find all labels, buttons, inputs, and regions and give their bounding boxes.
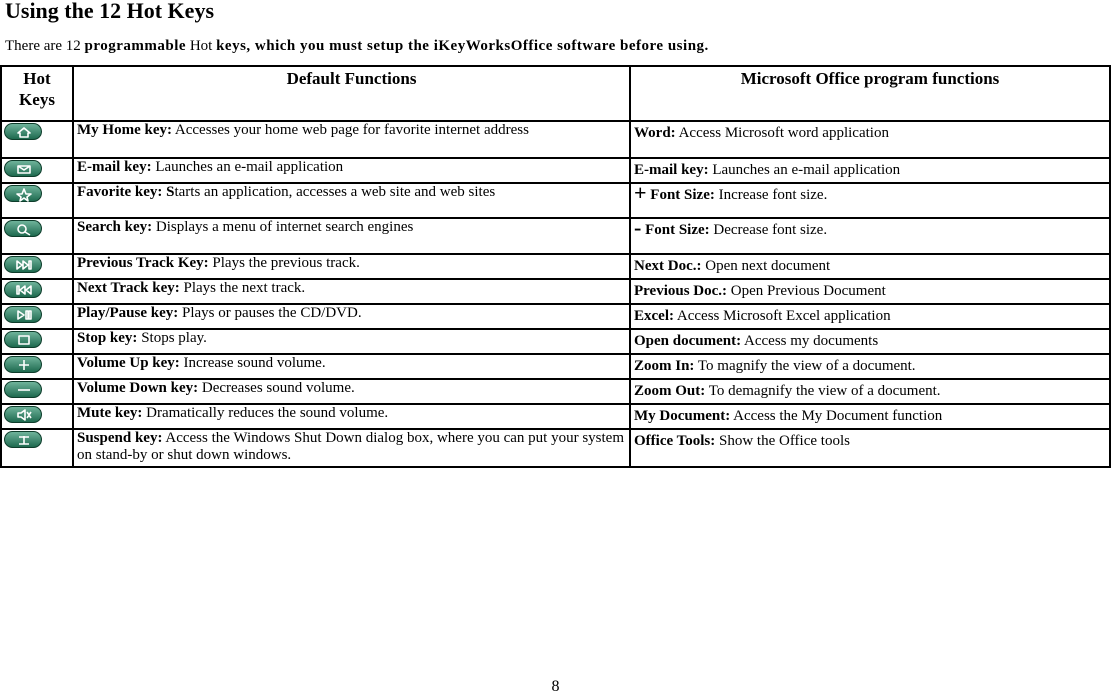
office-key-description: Open next document <box>701 258 831 274</box>
table-row <box>1 379 1110 404</box>
office-function-cell <box>630 404 1110 429</box>
header-office-functions: Microsoft Office program functions <box>630 66 1110 121</box>
table-row <box>1 404 1110 429</box>
default-key-description: Decreases sound volume. <box>198 380 355 396</box>
office-function-cell <box>630 279 1110 304</box>
office-key-name: Open document: <box>634 333 742 349</box>
office-function-cell <box>630 215 1110 254</box>
table-row <box>1 254 1110 279</box>
font-size-symbol: - <box>634 215 642 240</box>
table-row <box>1 329 1110 354</box>
font-size-symbol: + <box>634 180 647 205</box>
suspend-icon[interactable] <box>4 431 42 448</box>
default-function-cell <box>73 304 630 329</box>
hot-key-icon-cell <box>1 279 73 304</box>
intro-text-1: There are 12 <box>5 38 85 54</box>
office-function-cell <box>630 158 1110 183</box>
office-function-cell <box>630 329 1110 354</box>
header-default-functions: Default Functions <box>73 66 630 121</box>
office-function-cell <box>630 379 1110 404</box>
table-row <box>1 158 1110 183</box>
office-key-description: Access Microsoft word application <box>675 125 889 141</box>
office-key-name: Font Size: <box>641 222 710 238</box>
office-key-description: To magnify the view of a document. <box>694 358 916 374</box>
office-function-cell <box>630 180 1110 218</box>
default-key-description: Plays the next track. <box>179 280 306 296</box>
volume-up-icon[interactable] <box>4 356 42 373</box>
intro-paragraph <box>5 37 709 55</box>
default-key-description: Access the Windows Shut Down dialog box, where you can put your system on stand-by or shut down windows. <box>77 430 625 463</box>
hot-key-icon-cell <box>1 354 73 379</box>
office-key-description: Access the My Document function <box>730 408 943 424</box>
hot-key-icon-cell <box>1 304 73 329</box>
page-number: 8 <box>551 678 560 695</box>
default-key-description: Accesses your home web page for favorite internet address <box>171 122 529 138</box>
default-function-cell <box>73 121 630 158</box>
hot-key-icon-cell <box>1 379 73 404</box>
table-row <box>1 121 1110 158</box>
office-key-description: Access my documents <box>741 333 879 349</box>
default-key-name: My Home key: <box>77 122 172 138</box>
default-key-name: Volume Up key: <box>77 355 180 371</box>
hot-keys-table <box>0 65 1111 468</box>
table-row <box>1 218 1110 254</box>
table-row <box>1 304 1110 329</box>
hot-key-icon-cell <box>1 218 73 254</box>
office-function-cell <box>630 429 1110 467</box>
default-function-cell <box>73 218 630 254</box>
default-key-description: Stops play. <box>137 330 207 346</box>
default-function-cell <box>73 329 630 354</box>
office-key-name: Office Tools: <box>634 433 716 449</box>
default-key-name: Favorite key: S <box>77 184 175 200</box>
favorite-icon[interactable] <box>4 185 42 202</box>
default-key-name: Mute key: <box>77 405 143 421</box>
next-track-icon[interactable] <box>4 281 42 298</box>
office-key-description: Show the Office tools <box>715 433 850 449</box>
hot-key-icon-cell <box>1 254 73 279</box>
office-function-cell <box>630 254 1110 279</box>
office-function-cell <box>630 121 1110 158</box>
office-key-description: Increase font size. <box>714 187 828 203</box>
hot-key-icon-cell <box>1 183 73 218</box>
hot-key-icon-cell <box>1 329 73 354</box>
default-function-cell <box>73 183 630 218</box>
office-key-name: Next Doc.: <box>634 258 702 274</box>
default-function-cell <box>73 354 630 379</box>
default-function-cell <box>73 429 630 467</box>
default-key-name: Stop key: <box>77 330 138 346</box>
table-row <box>1 279 1110 304</box>
default-key-description: Plays or pauses the CD/DVD. <box>178 305 362 321</box>
default-key-description: Increase sound volume. <box>179 355 326 371</box>
office-key-description: Open Previous Document <box>727 283 886 299</box>
previous-track-icon[interactable] <box>4 256 42 273</box>
default-key-name: Previous Track Key: <box>77 255 209 271</box>
hot-key-icon-cell <box>1 429 73 467</box>
hot-key-icon-cell <box>1 404 73 429</box>
office-key-description: Access Microsoft Excel application <box>673 308 891 324</box>
email-icon[interactable] <box>4 160 42 177</box>
volume-down-icon[interactable] <box>4 381 42 398</box>
default-key-description: Plays the previous track. <box>208 255 360 271</box>
default-key-name: Play/Pause key: <box>77 305 179 321</box>
default-key-name: E-mail key: <box>77 159 152 175</box>
default-function-cell <box>73 279 630 304</box>
office-key-name: Zoom In: <box>634 358 695 374</box>
default-key-description: tarts an application, accesses a web site and web sites <box>174 184 496 200</box>
office-key-description: To demagnify the view of a document. <box>705 383 941 399</box>
default-key-name: Search key: <box>77 219 153 235</box>
office-key-name: Zoom Out: <box>634 383 706 399</box>
stop-icon[interactable] <box>4 331 42 348</box>
office-key-name: Excel: <box>634 308 674 324</box>
intro-text-4: keys, which you must setup the iKeyWorksOffice software before using. <box>216 38 709 54</box>
default-key-description: Launches an e-mail application <box>151 159 344 175</box>
default-key-name: Suspend key: <box>77 430 163 446</box>
intro-text-2: programmable <box>84 38 187 54</box>
office-function-cell <box>630 304 1110 329</box>
play-pause-icon[interactable] <box>4 306 42 323</box>
table-header-row <box>1 66 1110 121</box>
home-icon[interactable] <box>4 123 42 140</box>
default-function-cell <box>73 254 630 279</box>
office-key-description: Launches an e-mail application <box>708 162 901 178</box>
table-row <box>1 429 1110 467</box>
office-function-cell <box>630 354 1110 379</box>
office-key-name: Font Size: <box>646 187 715 203</box>
office-key-description: Decrease font size. <box>709 222 828 238</box>
hot-key-icon-cell <box>1 158 73 183</box>
office-key-name: Word: <box>634 125 676 141</box>
intro-text-3: Hot <box>186 38 217 54</box>
default-key-name: Volume Down key: <box>77 380 199 396</box>
default-key-description: Dramatically reduces the sound volume. <box>142 405 389 421</box>
default-function-cell <box>73 379 630 404</box>
office-key-name: Previous Doc.: <box>634 283 728 299</box>
default-function-cell <box>73 404 630 429</box>
default-key-name: Next Track key: <box>77 280 180 296</box>
default-function-cell <box>73 158 630 183</box>
hot-key-icon-cell <box>1 121 73 158</box>
search-icon[interactable] <box>4 220 42 237</box>
table-row <box>1 183 1110 218</box>
office-key-name: E-mail key: <box>634 162 709 178</box>
mute-icon[interactable] <box>4 406 42 423</box>
default-key-description: Displays a menu of internet search engines <box>152 219 414 235</box>
office-key-name: My Document: <box>634 408 731 424</box>
table-row <box>1 354 1110 379</box>
page-title: Using the 12 Hot Keys <box>5 0 214 23</box>
header-hot-keys: Hot Keys <box>1 66 73 121</box>
